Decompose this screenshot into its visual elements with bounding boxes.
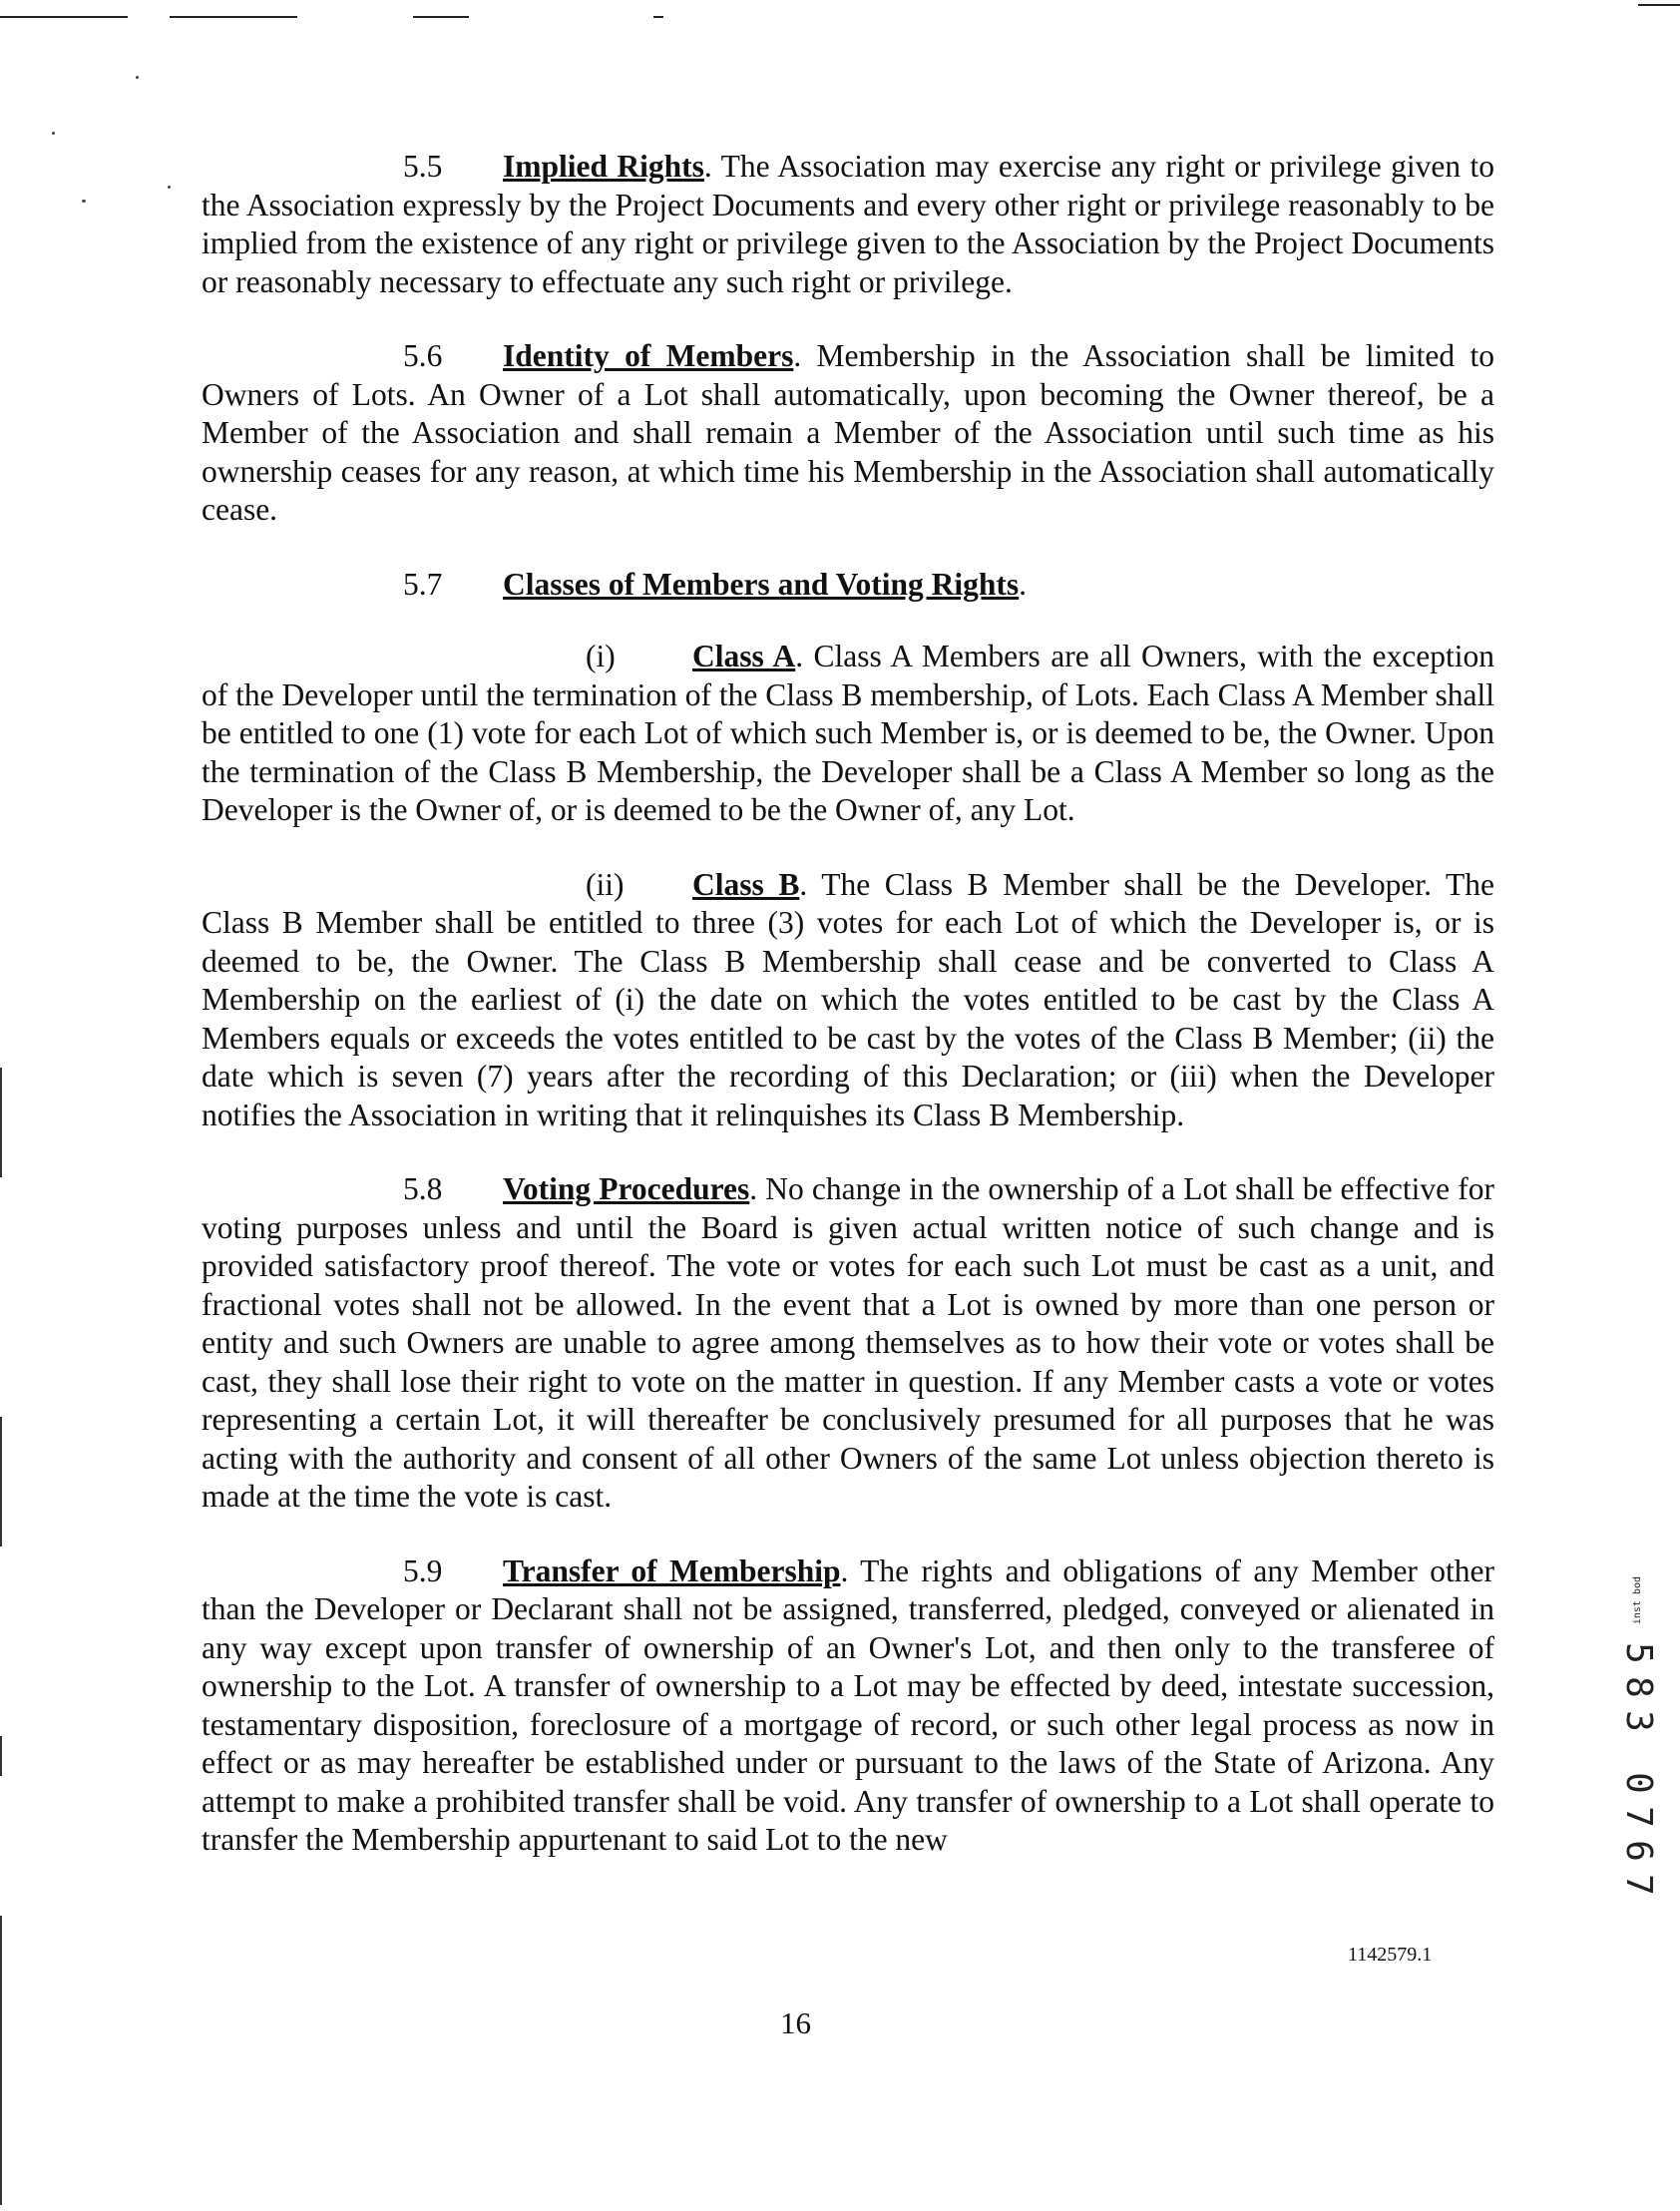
subsection-text: . The Class B Member shall be the Developer. The Class B Member shall be entitled to three (3) votes for each Lot of which the Developer is, or is deemed to be, the Owner. The Class B Membership shall cease and be converted to Class A Membership on the earliest of (i) the date on which the votes entitled to be cast by the Class A Members equals or exceeds the votes entitled to be cast by the votes of the Class B Member; (ii) the date which is seven (7) years after the recording of this Declaration; or (iii) when the Developer notifies the Association in writing that it relinquishes its Class B Membership. [202, 866, 1495, 1132]
section-text: . No change in the ownership of a Lot shall be effective for voting purposes unless and until the Board is given actual written notice of such change and is provided satisfactory proof thereof. The vote or votes for each such Lot must be cast as a unit, and fractional votes shall not be allowed. In the event that a Lot is owned by more than one person or entity and such Owners are unable to agree among themselves as to how their vote or votes shall be cast, they shall lose their right to vote on the matter in question. If any Member casts a vote or votes representing a certain Lot, it will thereafter be conclusively presumed for all purposes that he was acting with the authority and consent of all other Owners of the same Lot unless objection thereto is made at the time the vote is cast. [202, 1171, 1494, 1514]
section-heading: Voting Procedures [503, 1171, 750, 1206]
section-heading: Identity of Members [503, 338, 794, 373]
stamp-digit: 5 [1618, 1642, 1659, 1665]
subsection-heading: Class A [692, 639, 796, 673]
stamp-digit: 6 [1618, 1840, 1659, 1863]
subsection-number: (ii) [586, 866, 625, 902]
subsection-text: . Class A Members are all Owners, with the exception of the Developer until the termination of the Class B membership, of Lots. Each Class A Member shall be entitled to one (1) vote for each Lot of which such Member is, or is deemed to be, the Owner. Upon the termination of the Class B Membership, the Developer shall be a Class A Member so long as the Developer is the Owner of, or is deemed to be the Owner of, any Lot. [202, 639, 1494, 827]
scan-artifact-line [170, 16, 297, 18]
scan-edge-mark [0, 1916, 2, 2205]
section-number: 5.5 [403, 149, 443, 184]
subsection-class-b [202, 866, 1494, 1135]
scan-edge-mark [0, 1417, 2, 1547]
scan-artifact-line [0, 16, 128, 18]
section-number: 5.8 [403, 1171, 443, 1206]
section-number: 5.7 [403, 566, 443, 602]
scan-speck [52, 132, 55, 135]
section-heading: Classes of Members and Voting Rights [503, 566, 1020, 602]
section-text: . [1019, 566, 1028, 602]
section-text: . Membership in the Association shall be limited to Owners of Lots. An Owner of a Lot shall automatically, upon becoming the Owner thereof, be a Member of the Association and shall remain a Member of the Association until such time as his ownership ceases for any reason, at which time his Membership in the Association shall automatically cease. [202, 338, 1494, 527]
section-5-9 [202, 1552, 1494, 1860]
section-5-8 [202, 1170, 1494, 1517]
section-text: . The Association may exercise any right or privilege given to the Association expressly by the Project Documents and every other right or privilege reasonably to be implied from the existence of any right or privilege given to the Association by the Project Documents or reasonably necessary to effectuate any such right or privilege. [202, 149, 1494, 299]
stamp-digit: 8 [1618, 1676, 1659, 1699]
stamp-digit: 3 [1618, 1710, 1659, 1733]
stamp-digit: 7 [1618, 1874, 1659, 1897]
scan-artifact-line [1638, 4, 1680, 6]
scan-artifact-line [413, 16, 469, 18]
section-number: 5.6 [403, 338, 443, 373]
section-heading: Implied Rights [503, 149, 704, 184]
document-body [202, 148, 1494, 1896]
stamp-digit: 0 [1618, 1772, 1659, 1795]
subsection-class-a [202, 638, 1494, 830]
section-text: . The rights and obligations of any Member other than the Developer or Declarant shall not be assigned, transferred, pledged, conveyed or alienated in any way except upon transfer of ownership of an Owner's Lot, and then only to the transferee of ownership to the Lot. A transfer of ownership to a Lot may be effected by deed, intestate succession, testamentary disposition, foreclosure of a mortgage of record, or such other legal process as now in effect or as may hereafter be established under or pursuant to the laws of the State of Arizona. Any attempt to make a prohibited transfer shall be void. Any transfer of ownership to a Lot shall operate to transfer the Membership appurtenant to said Lot to the new [202, 1552, 1494, 1857]
subsection-heading: Class B [692, 866, 800, 902]
section-heading: Transfer of Membership [503, 1552, 841, 1588]
document-id: 1142579.1 [1348, 1944, 1433, 1966]
scan-artifact-line [653, 16, 663, 18]
stamp-small-text: inst bod [1632, 1576, 1643, 1625]
scan-speck [136, 76, 139, 79]
recording-stamp [1618, 1576, 1658, 1902]
subsection-number: (i) [586, 639, 616, 673]
section-5-5 [202, 148, 1494, 301]
stamp-digit: 7 [1618, 1806, 1659, 1829]
section-5-6 [202, 337, 1494, 530]
scan-edge-mark [0, 1068, 2, 1177]
scan-speck [82, 200, 86, 203]
scan-edge-mark [0, 1736, 2, 1776]
section-number: 5.9 [403, 1552, 443, 1588]
scan-speck [168, 186, 171, 189]
section-5-7 [202, 566, 1494, 605]
page-number: 16 [780, 2005, 811, 2040]
